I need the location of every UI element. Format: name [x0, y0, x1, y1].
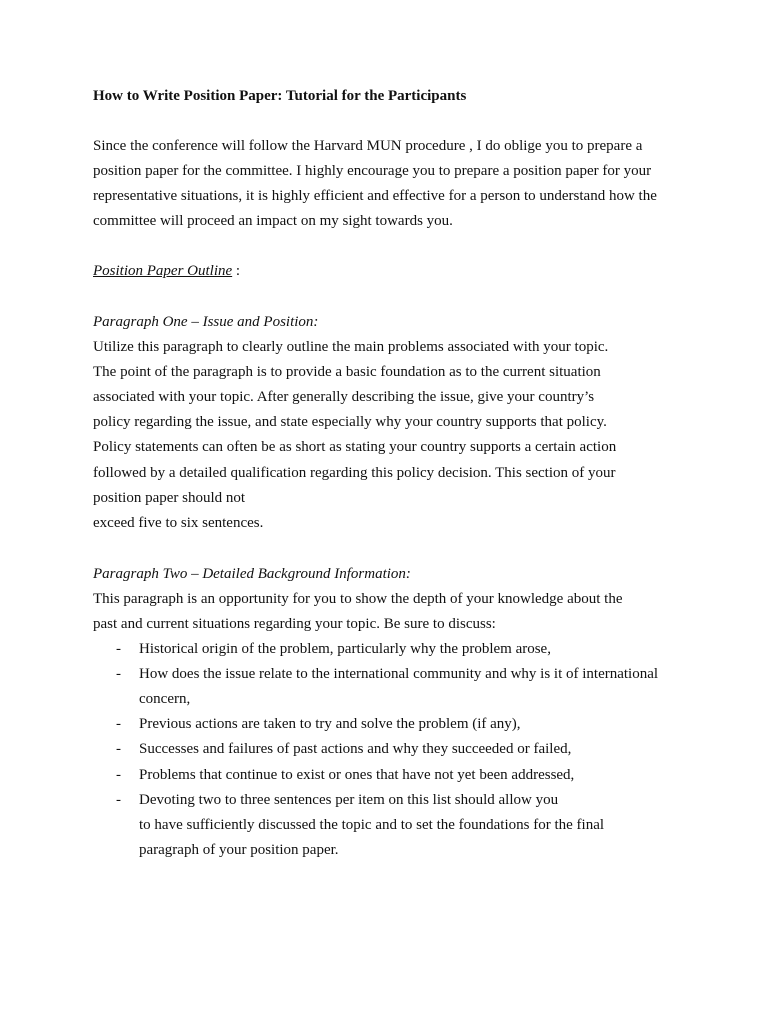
- paragraph-two-heading: Paragraph Two – Detailed Background Information:: [93, 566, 411, 582]
- list-item: Historical origin of the problem, particularly why the problem arose,: [139, 641, 551, 657]
- list-item-continuation: to have sufficiently discussed the topic and to set the foundations for the final: [139, 817, 605, 833]
- bullet-marker: -: [116, 641, 121, 657]
- list-item: Previous actions are taken to try and solve the problem (if any),: [139, 716, 521, 732]
- list-item: Successes and failures of past actions and why they succeeded or failed,: [139, 741, 572, 757]
- intro-line: representative situations, it is highly efficient and effective for a person to understand how the: [93, 188, 657, 204]
- intro-line: position paper for the committee. I highly encourage you to prepare a position paper for your: [93, 163, 652, 179]
- intro-line: Since the conference will follow the Harvard MUN procedure , I do oblige you to prepare a: [93, 138, 643, 154]
- document-title: How to Write Position Paper: Tutorial for the Participants: [93, 88, 467, 104]
- list-item: Devoting two to three sentences per item on this list should allow you: [139, 792, 559, 808]
- bullet-marker: -: [116, 741, 121, 757]
- paragraph-one-heading: Paragraph One – Issue and Position:: [93, 314, 319, 330]
- outline-heading-suffix: :: [232, 263, 241, 279]
- paragraph-one-line: exceed five to six sentences.: [93, 515, 264, 531]
- paragraph-one-line: position paper should not: [93, 490, 246, 506]
- list-item-continuation: concern,: [139, 691, 191, 707]
- paragraph-one-line: associated with your topic. After generally describing the issue, give your country’s: [93, 389, 595, 405]
- paragraph-one-line: The point of the paragraph is to provide a basic foundation as to the current situation: [93, 364, 601, 380]
- bullet-marker: -: [116, 716, 121, 732]
- paragraph-two-line: past and current situations regarding your topic. Be sure to discuss:: [93, 616, 496, 632]
- list-item: How does the issue relate to the international community and why is it of international: [139, 666, 659, 682]
- list-item-continuation: paragraph of your position paper.: [139, 842, 339, 858]
- paragraph-one-line: policy regarding the issue, and state especially why your country supports that policy.: [93, 414, 607, 430]
- paragraph-one-line: Policy statements can often be as short as stating your country supports a certain action: [93, 439, 617, 455]
- intro-line: committee will proceed an impact on my sight towards you.: [93, 213, 453, 229]
- paragraph-one-line: Utilize this paragraph to clearly outline the main problems associated with your topic.: [93, 339, 609, 355]
- paragraph-one-line: followed by a detailed qualification regarding this policy decision. This section of your: [93, 465, 616, 481]
- outline-heading: [93, 261, 240, 281]
- bullet-marker: -: [116, 767, 121, 783]
- list-item: Problems that continue to exist or ones that have not yet been addressed,: [139, 767, 575, 783]
- outline-heading-text: Position Paper Outline: [93, 263, 233, 279]
- paragraph-two-line: This paragraph is an opportunity for you to show the depth of your knowledge about the: [93, 591, 623, 607]
- bullet-marker: -: [116, 792, 121, 808]
- bullet-marker: -: [116, 666, 121, 682]
